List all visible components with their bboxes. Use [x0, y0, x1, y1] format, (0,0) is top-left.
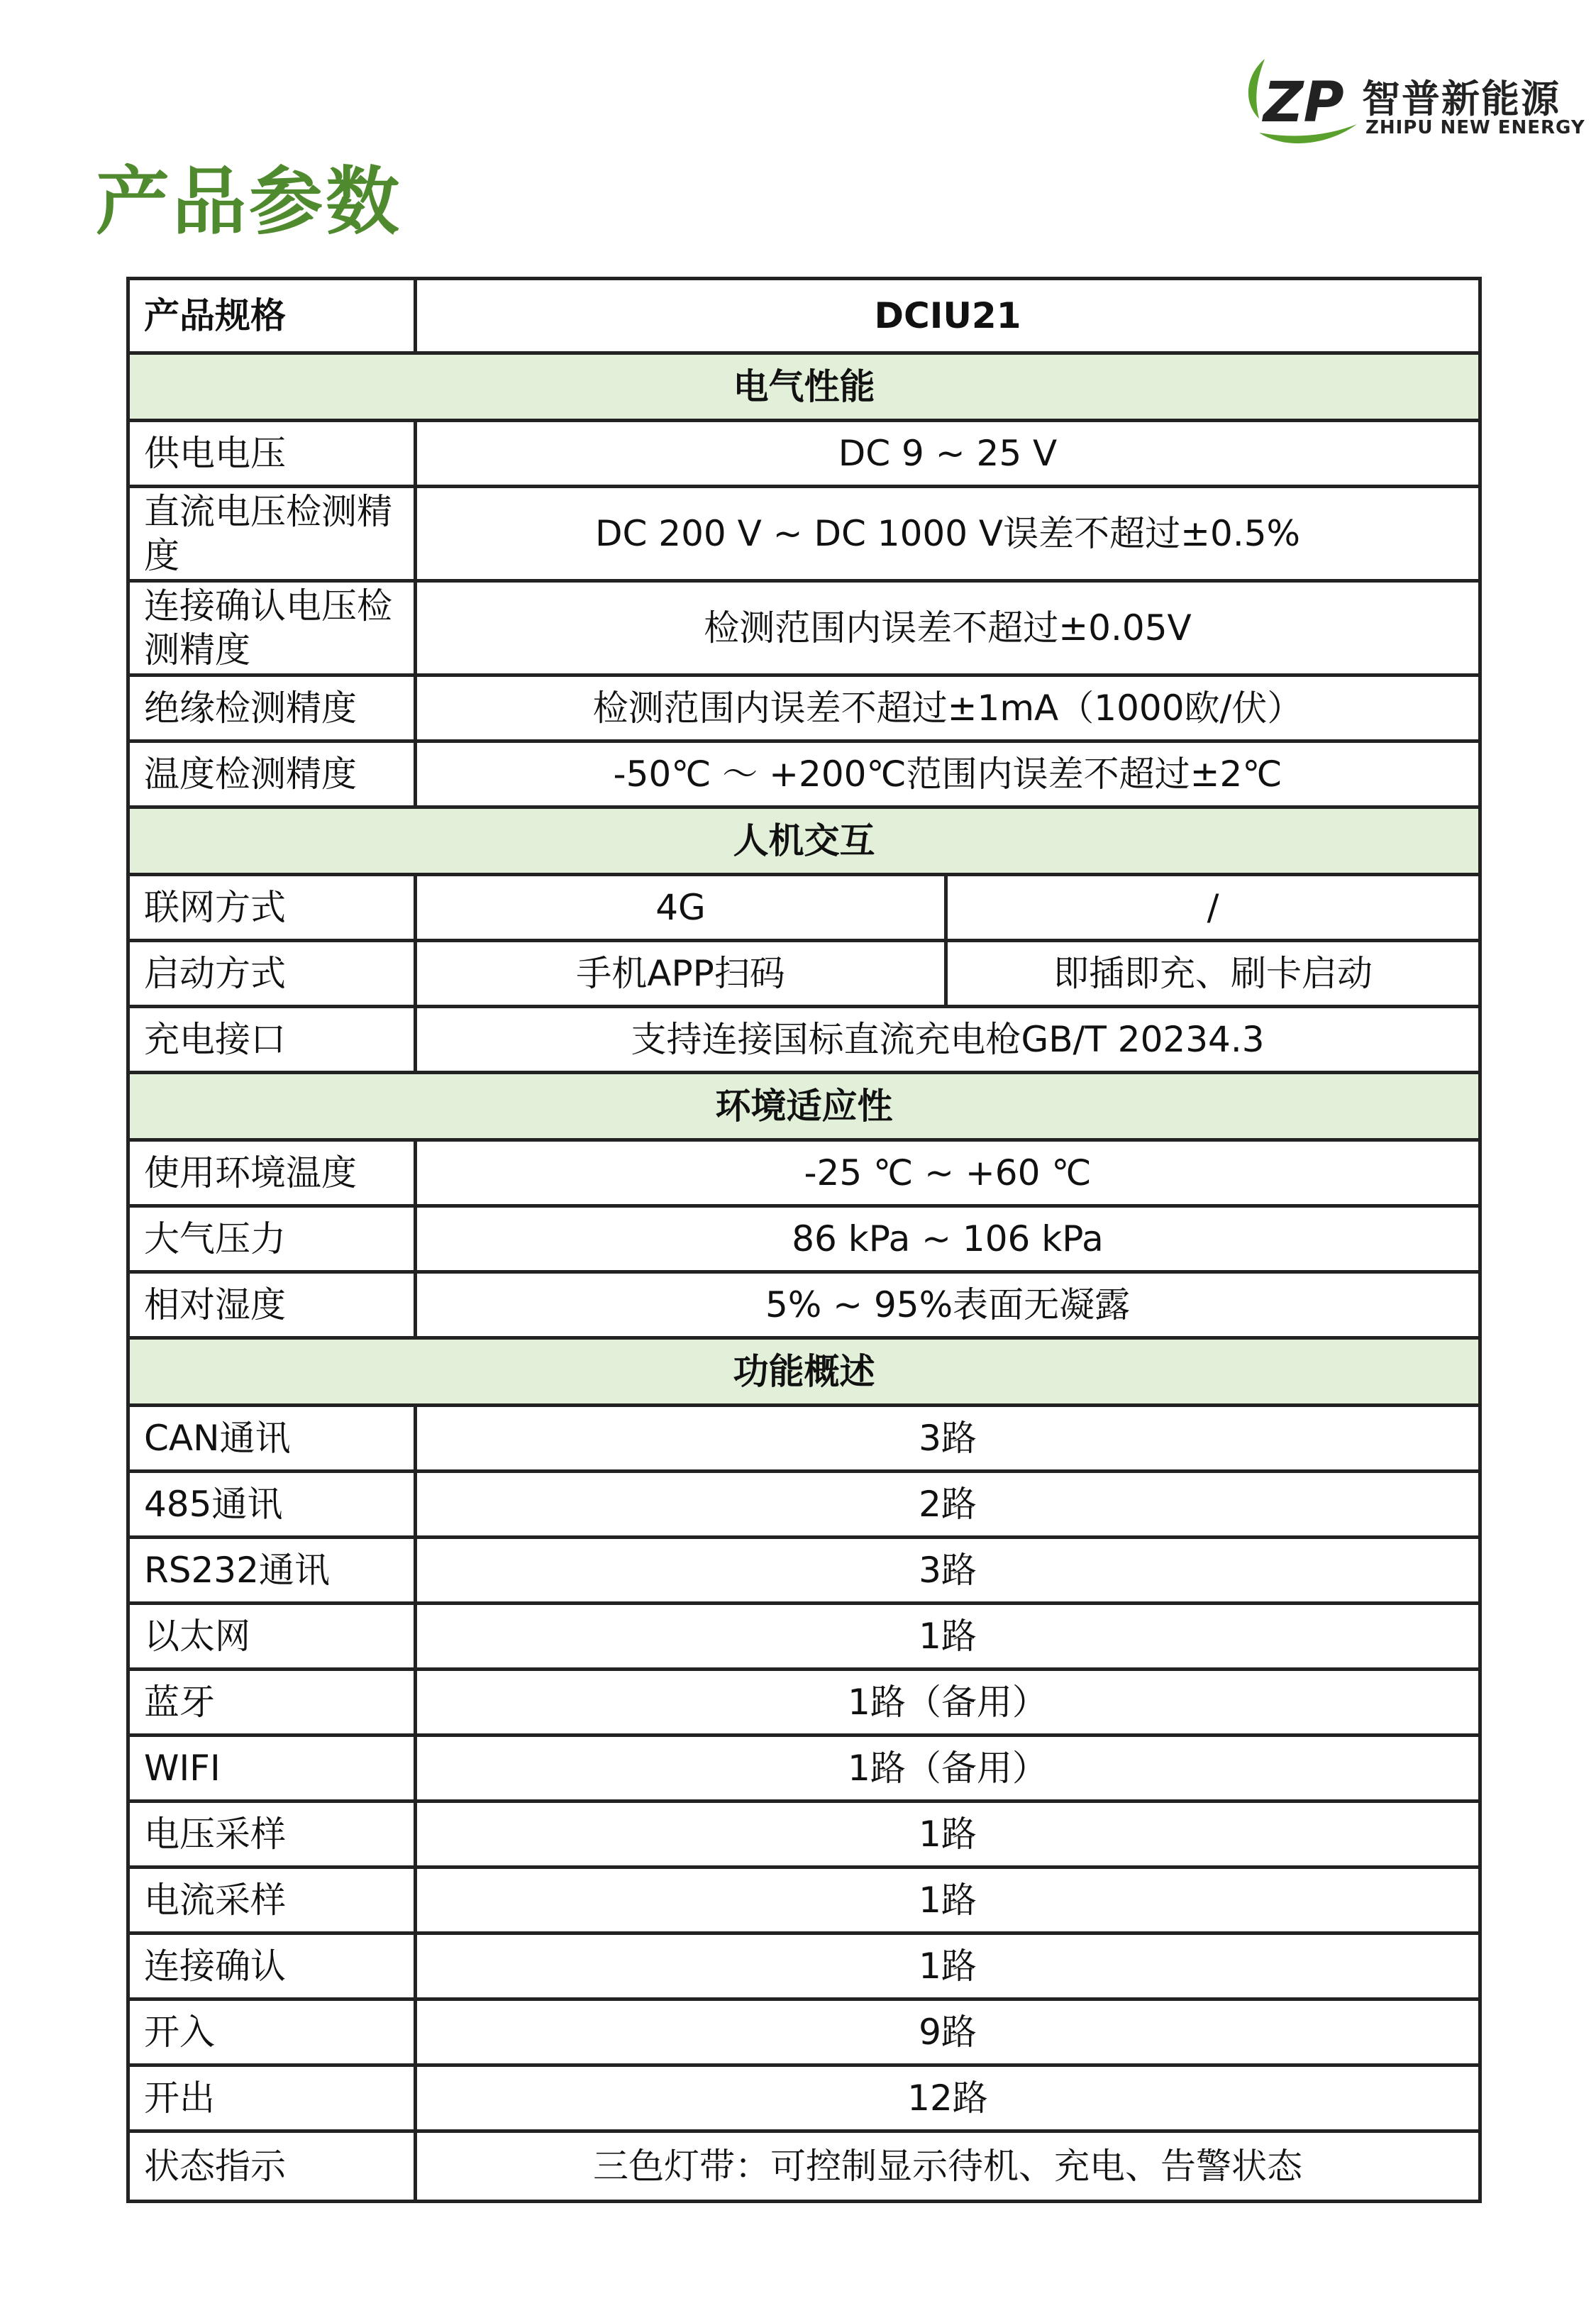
- row-label: WIFI: [128, 1736, 416, 1802]
- table-row: [128, 2065, 1480, 2131]
- section-row-functions: [128, 1338, 1480, 1406]
- table-row: [128, 1999, 1480, 2065]
- brand-logo: [1238, 53, 1585, 153]
- table-row: [128, 941, 1480, 1007]
- row-label: 蓝牙: [128, 1670, 416, 1736]
- table-row: [128, 1406, 1480, 1472]
- row-value: DC 9 ~ 25 V: [416, 421, 1480, 487]
- row-value: 4G: [416, 875, 946, 941]
- header-label: 产品规格: [128, 279, 416, 353]
- row-value: 9路: [416, 1999, 1480, 2065]
- row-label: 相对湿度: [128, 1272, 416, 1338]
- row-value: 检测范围内误差不超过±0.05V: [416, 581, 1480, 675]
- table-row: [128, 1802, 1480, 1868]
- row-value: -50℃ ～ +200℃范围内误差不超过±2℃: [416, 741, 1480, 807]
- row-label: 开入: [128, 1999, 416, 2065]
- section-environment: 环境适应性: [128, 1073, 1480, 1140]
- row-value: 3路: [416, 1406, 1480, 1472]
- row-value: 检测范围内误差不超过±1mA（1000欧/伏）: [416, 675, 1480, 741]
- row-label: 充电接口: [128, 1007, 416, 1073]
- row-value: 支持连接国标直流充电枪GB/T 20234.3: [416, 1007, 1480, 1073]
- row-value: 1路: [416, 1933, 1480, 1999]
- row-value: 1路（备用）: [416, 1736, 1480, 1802]
- row-value: DC 200 V ~ DC 1000 V误差不超过±0.5%: [416, 487, 1480, 581]
- section-row-environment: [128, 1073, 1480, 1140]
- table-row: [128, 1933, 1480, 1999]
- table-row: [128, 1206, 1480, 1272]
- section-functions: 功能概述: [128, 1338, 1480, 1406]
- section-hmi: 人机交互: [128, 807, 1480, 875]
- section-electrical: 电气性能: [128, 353, 1480, 421]
- table-row: [128, 1007, 1480, 1073]
- row-label: 大气压力: [128, 1206, 416, 1272]
- row-value: 1路: [416, 1868, 1480, 1933]
- row-value: 2路: [416, 1472, 1480, 1538]
- row-label: 以太网: [128, 1604, 416, 1670]
- zp-leaf-logo-icon: [1238, 53, 1362, 153]
- table-row: [128, 1604, 1480, 1670]
- row-value: 1路（备用）: [416, 1670, 1480, 1736]
- table-row: [128, 875, 1480, 941]
- logo-mark-text: ZP: [1263, 71, 1344, 135]
- header-model: DCIU21: [416, 279, 1480, 353]
- table-row: [128, 741, 1480, 807]
- row-label: RS232通讯: [128, 1538, 416, 1604]
- row-label: 启动方式: [128, 941, 416, 1007]
- table-row: [128, 1868, 1480, 1933]
- row-label: 开出: [128, 2065, 416, 2131]
- page-title: 产品参数: [96, 158, 403, 245]
- row-value: 1路: [416, 1604, 1480, 1670]
- row-label: 直流电压检测精度: [128, 487, 416, 581]
- brand-name-cn: 智普新能源: [1362, 77, 1561, 121]
- row-label: CAN通讯: [128, 1406, 416, 1472]
- row-value: -25 ℃ ~ +60 ℃: [416, 1140, 1480, 1206]
- row-label: 状态指示: [128, 2131, 416, 2202]
- table-row: [128, 487, 1480, 581]
- row-label: 联网方式: [128, 875, 416, 941]
- table-row: [128, 581, 1480, 675]
- table-row: [128, 1538, 1480, 1604]
- table-header-row: [128, 279, 1480, 353]
- row-value: 手机APP扫码: [416, 941, 946, 1007]
- table-row: [128, 1670, 1480, 1736]
- row-label: 绝缘检测精度: [128, 675, 416, 741]
- row-value: 三色灯带：可控制显示待机、充电、告警状态: [416, 2131, 1480, 2202]
- row-value: 86 kPa ~ 106 kPa: [416, 1206, 1480, 1272]
- table-row: [128, 1472, 1480, 1538]
- section-row-electrical: [128, 353, 1480, 421]
- row-value: /: [946, 875, 1480, 941]
- row-value: 12路: [416, 2065, 1480, 2131]
- row-label: 电压采样: [128, 1802, 416, 1868]
- row-label: 连接确认: [128, 1933, 416, 1999]
- spec-table: [126, 277, 1482, 2203]
- brand-name-en: ZHIPU NEW ENERGY: [1365, 117, 1585, 138]
- table-row: [128, 421, 1480, 487]
- table-row: [128, 1736, 1480, 1802]
- row-value: 3路: [416, 1538, 1480, 1604]
- table-row: [128, 1272, 1480, 1338]
- row-label: 温度检测精度: [128, 741, 416, 807]
- table-row: [128, 2131, 1480, 2202]
- row-label: 连接确认电压检测精度: [128, 581, 416, 675]
- row-label: 电流采样: [128, 1868, 416, 1933]
- row-value: 5% ~ 95%表面无凝露: [416, 1272, 1480, 1338]
- row-value: 1路: [416, 1802, 1480, 1868]
- row-label: 485通讯: [128, 1472, 416, 1538]
- row-label: 供电电压: [128, 421, 416, 487]
- table-row: [128, 675, 1480, 741]
- row-label: 使用环境温度: [128, 1140, 416, 1206]
- table-row: [128, 1140, 1480, 1206]
- section-row-hmi: [128, 807, 1480, 875]
- row-value: 即插即充、刷卡启动: [946, 941, 1480, 1007]
